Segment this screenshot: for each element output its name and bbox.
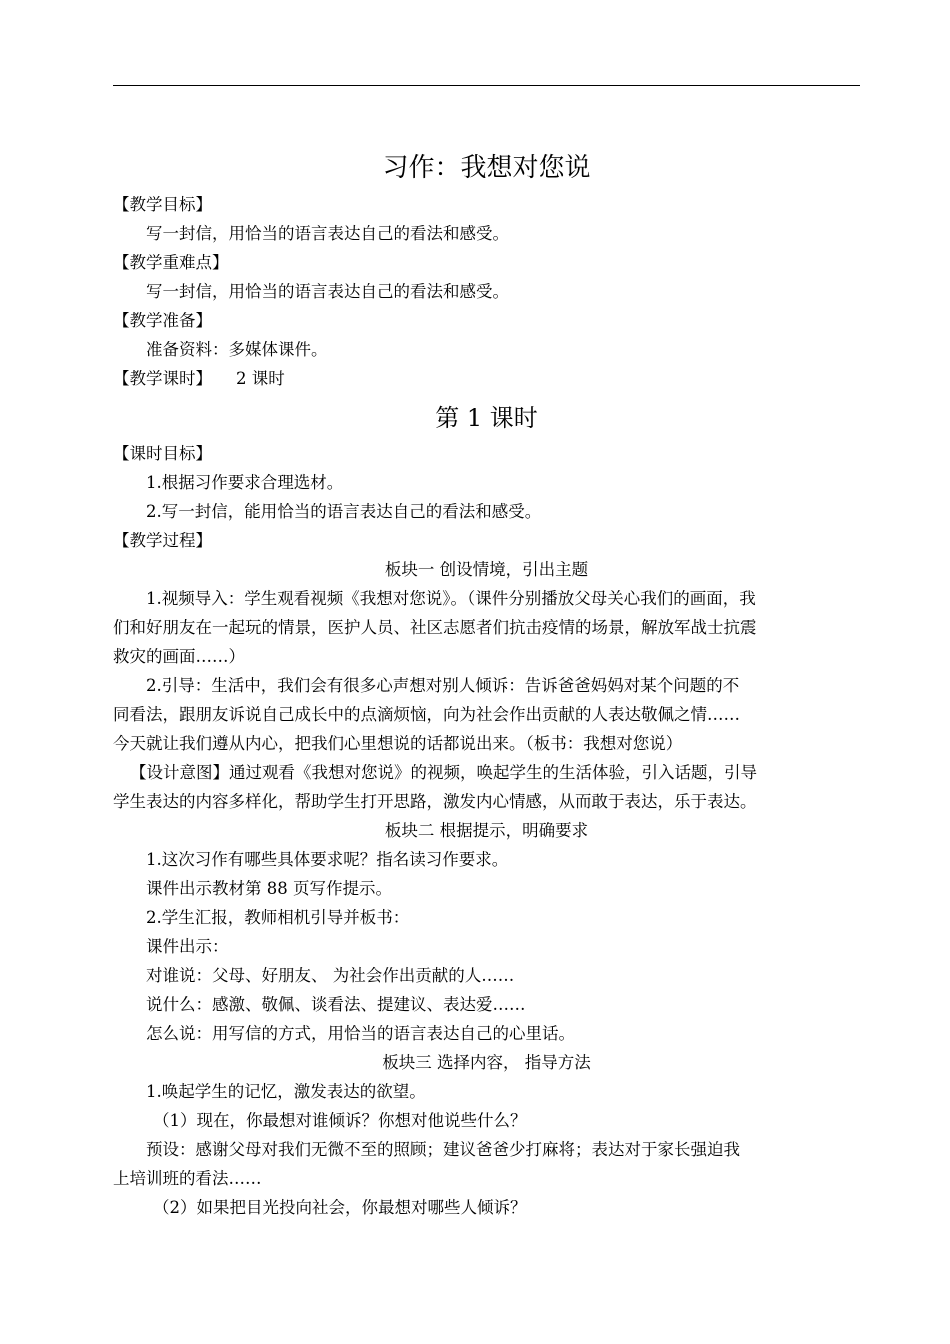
goals-heading: 【教学目标】 [113,195,212,214]
page-title: 习作：我想对您说 [382,153,591,183]
document-body [113,140,860,1222]
block1-title: 板块一 创设情境，引出主题 [384,560,589,579]
design-intent-line: 学生表达的内容多样化，帮助学生打开思路，激发内心情感，从而敢于表达，乐于表达。 [113,792,757,811]
block1-paragraph-line: 2.引导：生活中，我们会有很多心声想对别人倾诉：告诉爸爸妈妈对某个问题的不 [146,676,740,695]
process-heading: 【教学过程】 [113,531,212,550]
block2-line: 课件出示教材第 88 页写作提示。 [146,879,392,898]
header-rule [113,85,860,86]
block2-title: 板块二 根据提示，明确要求 [384,821,589,840]
block2-line: 怎么说：用写信的方式，用恰当的语言表达自己的心里话。 [146,1024,575,1043]
class-hours-row [113,364,860,393]
block3-question: （2）如果把目光投向社会，你最想对哪些人倾诉？ [153,1198,527,1217]
block2-line: 2.学生汇报，教师相机引导并板书： [146,908,410,927]
lesson-goal-item: 1.根据习作要求合理选材。 [146,473,344,492]
lesson-title: 第 1 课时 [435,404,538,432]
lesson-goal-item: 2.写一封信，能用恰当的语言表达自己的看法和感受。 [146,502,542,521]
block2-line: 对谁说：父母、好朋友、 为社会作出贡献的人…… [146,966,515,985]
block3-preset-line: 上培训班的看法…… [113,1169,262,1188]
block3-title: 板块三 选择内容， 指导方法 [382,1053,591,1072]
block2-line: 说什么：感激、敬佩、谈看法、提建议、表达爱…… [146,995,526,1014]
block1-paragraph-line: 1.视频导入：学生观看视频《我想对您说》。（课件分别播放父母关心我们的画面，我 [146,589,756,608]
key-points-heading: 【教学重难点】 [113,253,229,272]
block3-line: 1.唤起学生的记忆，激发表达的欲望。 [146,1082,426,1101]
block1-paragraph-line: 今天就让我们遵从内心，把我们心里想说的话都说出来。（板书：我想对您说） [113,734,683,753]
class-hours-heading: 【教学课时】 [113,369,212,388]
class-hours-value: 2 课时 [236,369,285,388]
key-points-text: 写一封信，用恰当的语言表达自己的看法和感受。 [146,282,509,301]
preparation-heading: 【教学准备】 [113,311,212,330]
goals-text: 写一封信，用恰当的语言表达自己的看法和感受。 [146,224,509,243]
block2-line: 1.这次习作有哪些具体要求呢？指名读习作要求。 [146,850,509,869]
block2-line: 课件出示： [146,937,229,956]
preparation-text: 准备资料：多媒体课件。 [146,340,328,359]
block1-paragraph-line: 们和好朋友在一起玩的情景，医护人员、社区志愿者们抗击疫情的场景，解放军战士抗震 [113,618,757,637]
block1-paragraph-line: 救灾的画面……） [113,647,245,666]
design-intent-line: 【设计意图】通过观看《我想对您说》的视频，唤起学生的生活体验，引入话题，引导 [130,763,757,782]
block3-preset-line: 预设：感谢父母对我们无微不至的照顾；建议爸爸少打麻将；表达对于家长强迫我 [146,1140,740,1159]
lesson-goals-heading: 【课时目标】 [113,444,212,463]
block3-question: （1）现在，你最想对谁倾诉？你想对他说些什么？ [153,1111,527,1130]
block1-paragraph-line: 同看法，跟朋友诉说自己成长中的点滴烦恼，向为社会作出贡献的人表达敬佩之情…… [113,705,740,724]
